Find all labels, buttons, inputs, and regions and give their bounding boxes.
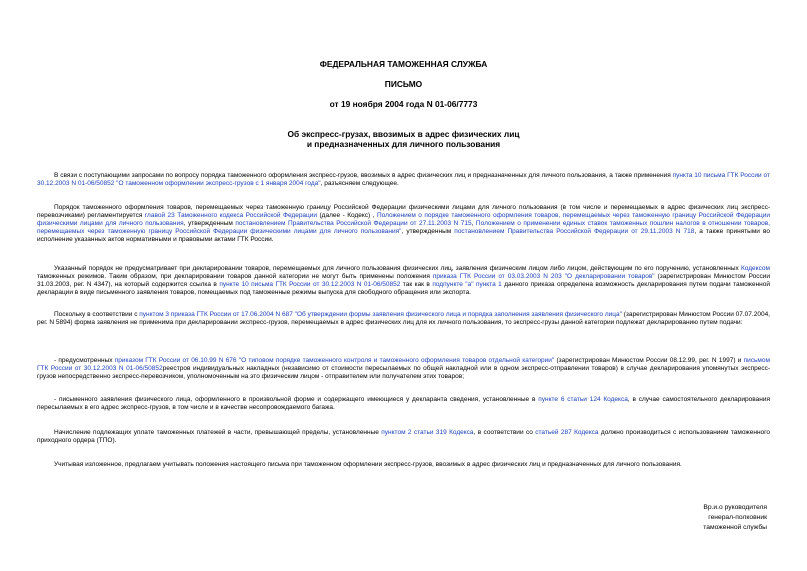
link-article-319[interactable]: пунктом 2 статьи 319 Кодекса [381, 429, 474, 436]
text: , утвержденным [183, 220, 236, 228]
link-resolution-718[interactable]: постановлением Правительства Российской Федерации от 29.11.2003 N 718 [454, 228, 695, 236]
agency-heading: ФЕДЕРАЛЬНАЯ ТАМОЖЕННАЯ СЛУЖБА [319, 59, 488, 69]
text: (зарегистрирован Минюстом России 07.07.2004, рег. N 5894) форма заявления не применима при декларировании экспресс-грузов, перемещаемых в адрес физических лиц для их личного пользования, то экспресс-грузы данной категории подлежат декларированию путем подачи: [37, 311, 770, 327]
text: таможенных режимов. Таким образом, при декларировании товаров данной категории не могут быть применены положения [37, 273, 433, 281]
text: Учитывая изложенное, предлагаем учитывать положения настоящего письма при таможенном оформлении экспресс-грузов, ввозимых в адрес физических лиц и предназначенных для личного пользования. [54, 461, 682, 468]
text: данного приказа определена возможность декларирования путем подачи таможенной декларации в виде письменного заявления товаров, помещаемых под таможенные режимы выпуска для свободного обращения или экспорта. [37, 281, 771, 297]
text: В связи с поступающими запросами по вопросу порядка таможенного оформления экспресс-грузов, ввозимых в адрес физических лиц и предназначенных для личного пользования, а также применения [54, 172, 673, 179]
text: , утвержденным [401, 228, 455, 236]
link-code[interactable]: Кодексом [741, 265, 770, 272]
paragraph-2 [37, 204, 770, 244]
signature-block [703, 503, 767, 533]
link-regulation-unified-rates[interactable]: Положением о применении единых ставок таможенных пошлин налогов в отношении товаров, перемещаемых через таможенную границу Российской Федерации физическими лицами для личного пользования" [37, 220, 770, 236]
link-order-687[interactable]: пунктом 3 приказа ГТК России от 17.06.2004 N 687 "Об утверждении формы заявления физического лица и порядка заполнения заявления физического лица" [139, 311, 622, 318]
paragraph-8 [37, 461, 770, 469]
text: - предусмотренных [54, 357, 115, 364]
paragraph-3 [37, 265, 770, 297]
link-subpoint-a[interactable]: подпункте "а" пункта 1 [432, 281, 502, 289]
text: Поскольку в соответствии с [54, 311, 140, 318]
text: , разъясняем следующее. [320, 180, 399, 188]
paragraph-7 [37, 429, 770, 445]
link-chapter-23[interactable]: главой 23 Таможенного кодекса Российской Федерации [144, 212, 318, 220]
paragraph-6 [37, 396, 770, 412]
link-article-124[interactable]: пункте 6 статьи 124 Кодекса [538, 396, 628, 403]
text: , [471, 220, 476, 228]
text: Начисление подлежащих уплате таможенных платежей в части, превышающей пределы, установленные [54, 429, 382, 436]
link-letter-30-12-2003[interactable]: пункта 10 письма ГТК России от 30.12.2003 N 01-06/50852 "О таможенном оформлении экспресс-грузов с 1 января 2004 года" [37, 172, 770, 188]
link-letter-50852[interactable]: письмом ГТК России от 30.12.2003 N 01-06/50852 [37, 357, 770, 373]
text: (далее - Кодекс) , [317, 212, 377, 220]
text: должно производиться с использованием таможенного приходного ордера (ТПО). [37, 429, 771, 445]
link-order-203[interactable]: приказа ГТК России от 03.03.2003 N 203 "О декларировании товаров" [432, 273, 655, 281]
link-resolution-715[interactable]: постановлением Правительства Российской Федерации от 27.11.2003 N 715 [235, 220, 472, 228]
text: Порядок таможенного оформления товаров, перемещаемых через таможенную границу Российской Федерации физическими лицами для личного пользования (в том числе и перемещаемых в адрес физических лиц экспресс-перевозчиками) регламентируется [37, 204, 770, 220]
link-article-287[interactable]: статьей 287 Кодекса [535, 429, 599, 436]
title-line-1: Об экспресс-грузах, ввозимых в адрес физических лиц [287, 129, 520, 139]
text: Указанный порядок не предусматривает при декларировании товаров, перемещаемых для личного пользования физических лиц, заявления физическим лицом либо лицом, действующим по его поручению, установленных [54, 265, 741, 272]
signature-line-2: генерал-полковник [708, 514, 767, 521]
paragraph-1 [37, 172, 770, 188]
text: так как в [400, 281, 433, 289]
link-order-676[interactable]: приказом ГТК России от 06.10.99 N 676 "О типовом порядке таможенного контроля и таможенного оформления товаров отдельной категории" [114, 357, 555, 364]
title-line-2: и предназначенных для личного пользования [306, 139, 501, 149]
text: , в случае самостоятельного декларирования пересылаемых в его адрес экспресс-грузов, в том числе и в качестве несопровождаемого багажа. [37, 396, 770, 412]
text: - письменного заявления физического лица, оформленного в произвольной форме и содержащего имеющиеся у декларанта сведения, установленные в [54, 396, 539, 403]
text: (зарегистрирован Минюстом России 31.03.2003, рег. N 4347), на который содержится ссылка в [37, 273, 770, 289]
paragraph-5 [37, 357, 770, 381]
text: (зарегистрирован Минюстом России 08.12.99, рег. N 1997) и [554, 357, 744, 364]
text: , а также принятыми во исполнение указанных актов нормативными и правовыми актами ГТК России. [37, 228, 770, 244]
paragraph-4 [37, 311, 770, 327]
text: реестров индивидуальных накладных (независимо от стоимости пересылаемых по общей накладной или в одном экспресс-отправлении товаров) в случае декларирования упомянутых экспресс-грузов непосредственно экспресс-перевозчиком, уполномоченным на это физическим лицом - отправителем или получателем этих товаров; [37, 365, 770, 381]
text: , в соответствии со [473, 429, 536, 436]
link-regulation-customs-procedure[interactable]: Положением о порядке таможенного оформления товаров, перемещаемых через таможенную границу Российской Федерации физическими лицами для личного пользования [37, 212, 771, 228]
date-line: от 19 ноября 2004 года N 01-06/7773 [329, 99, 478, 109]
doc-type-heading: ПИСЬМО [384, 79, 423, 89]
link-letter-point-10[interactable]: пункте 10 письма ГТК России от 30.12.2003 N 01-06/50852 [219, 281, 401, 289]
signature-line-3: таможенной службы [703, 524, 767, 531]
signature-line-1: Вр.и.о руководителя [703, 504, 767, 511]
